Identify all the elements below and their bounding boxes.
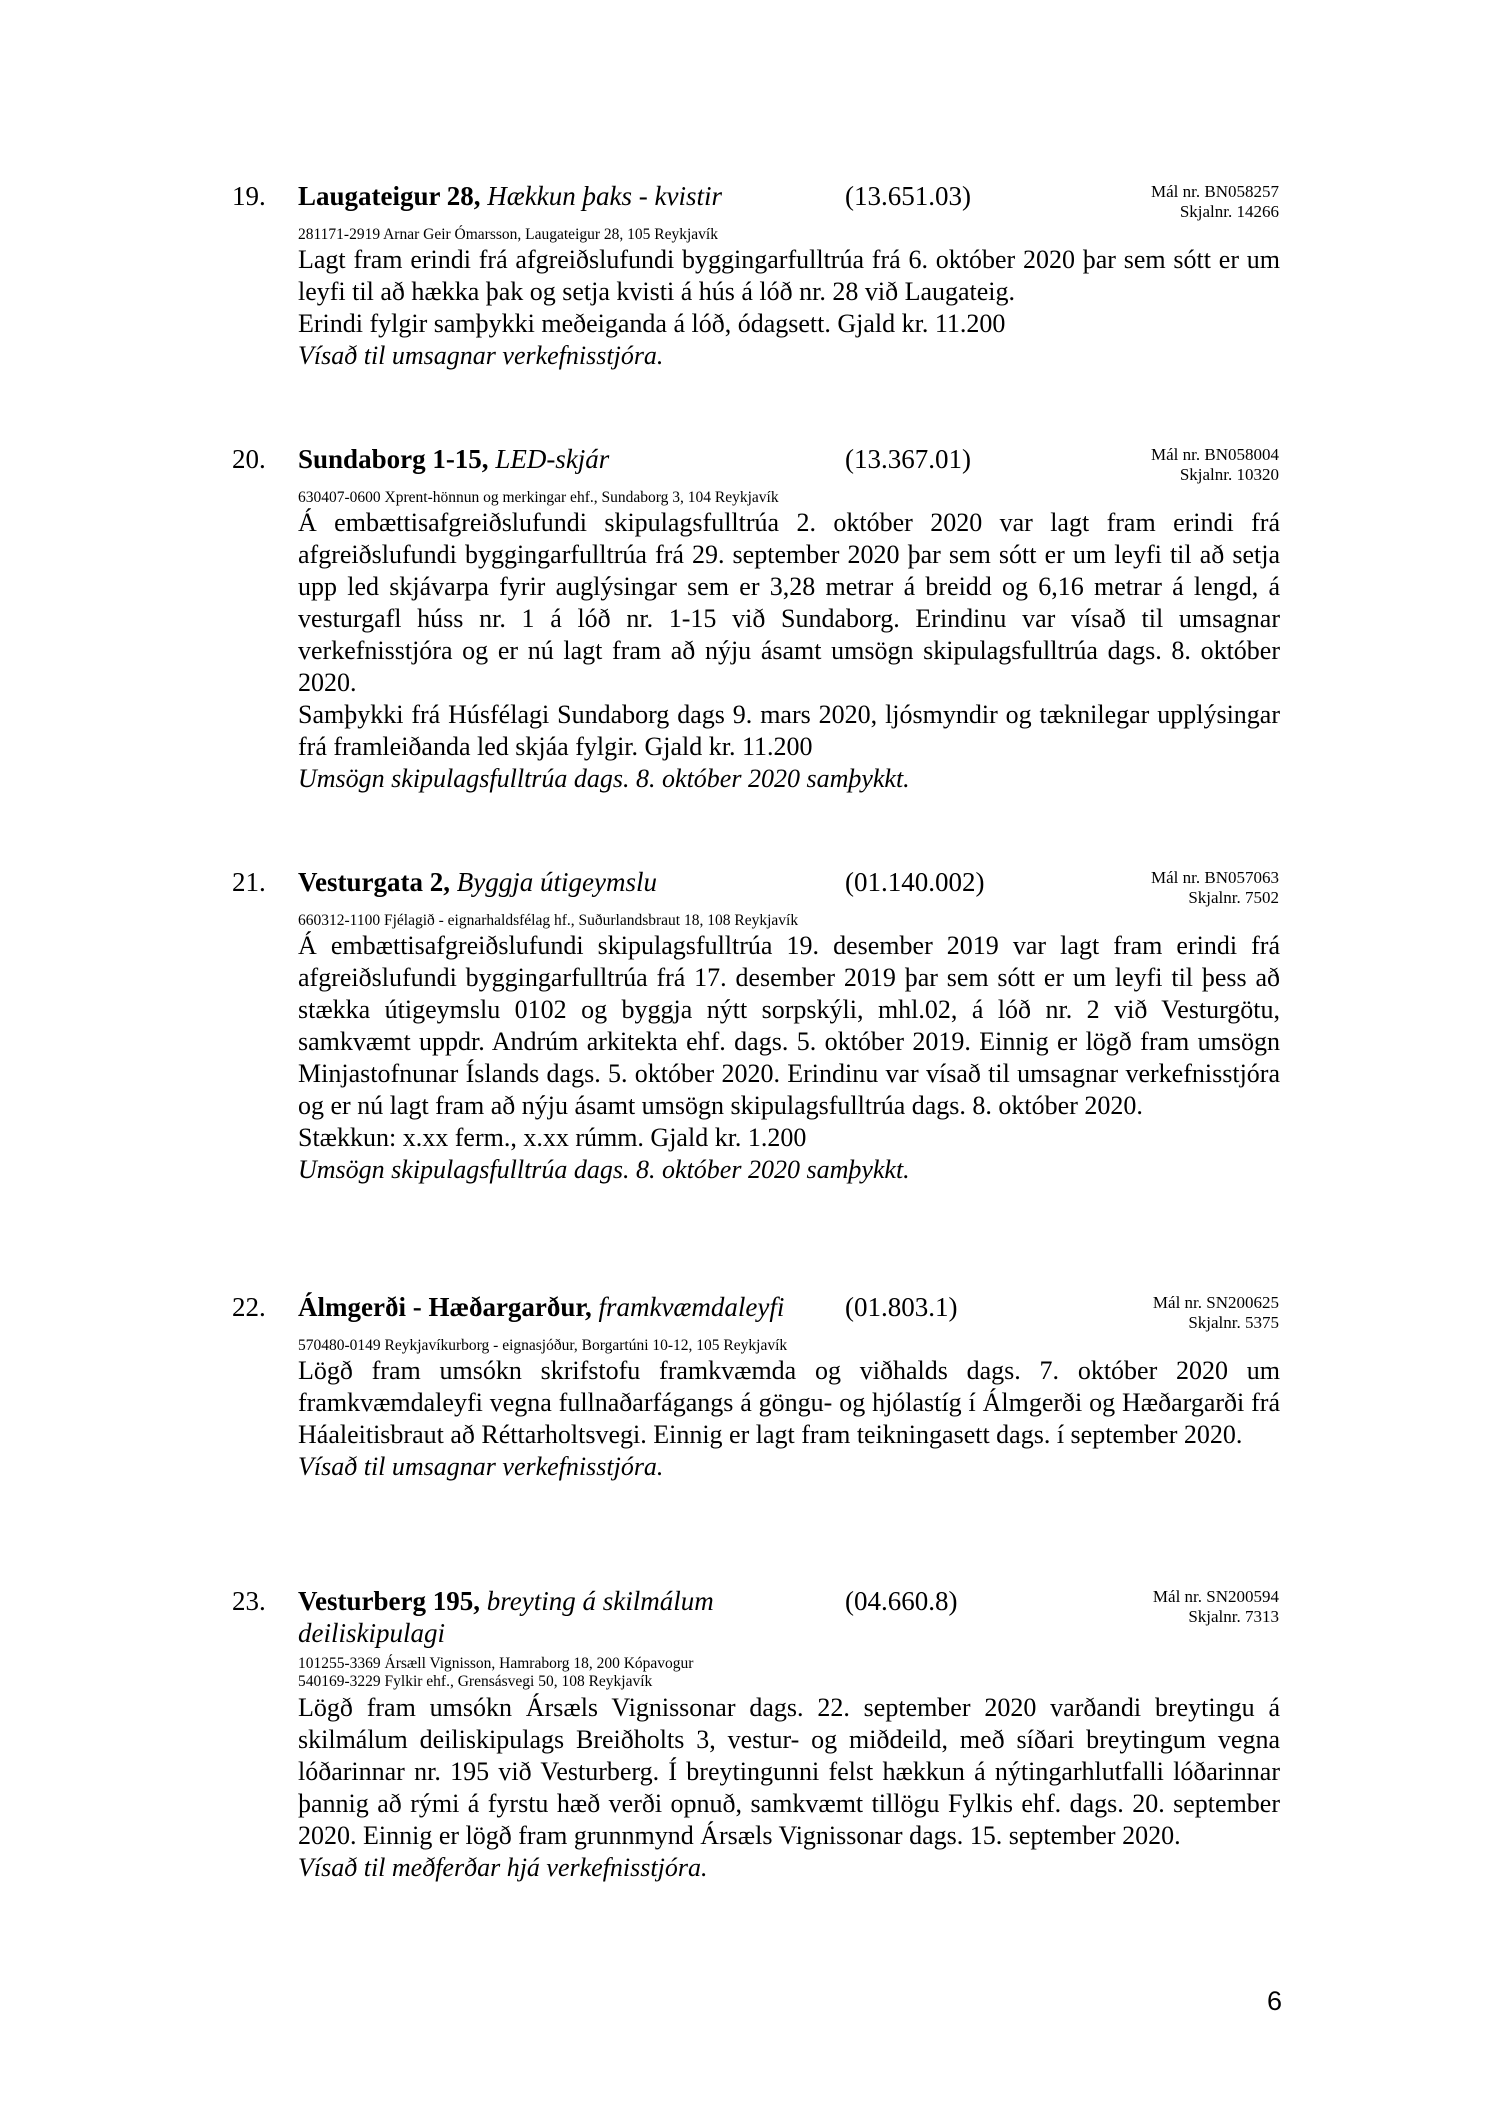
item-land-code: (04.660.8) — [845, 1586, 958, 1616]
item-subject: LED-skjár — [495, 444, 610, 474]
case-number: Mál nr. BN057063 — [1151, 868, 1279, 887]
item-number: 20. — [232, 444, 266, 474]
body-paragraph: Samþykki frá Húsfélagi Sundaborg dags 9. mars 2020, ljósmyndir og tæknilegar upplýsingar frá framleiðanda led skjáa fylgir. Gjald kr. 11.200 — [298, 700, 1280, 761]
applicant-line: 630407-0600 Xprent-hönnun og merkingar ehf., Sundaborg 3, 104 Reykjavík — [298, 489, 779, 506]
body-paragraph: Stækkun: x.xx ferm., x.xx rúmm. Gjald kr. 1.200 — [298, 1123, 807, 1152]
item-reference — [1151, 182, 1279, 222]
item-number: 19. — [232, 181, 266, 211]
body-paragraph: Á embættisafgreiðslufundi skipulagsfulltrúa 2. október 2020 var lagt fram erindi frá afgreiðslufundi byggingarfulltrúa frá 29. september 2020 þar sem sótt er um leyfi til að setja upp led skjávarpa fyrir auglýsingar sem er 3,28 metrar á breidd og 6,16 metrar á lengd, á vesturgafl húss nr. 1 á lóð nr. 1-15 við Sundaborg. Erindinu var vísað til umsagnar verkefnisstjóra og er nú lagt fram að nýju ásamt umsögn skipulagsfulltrúa dags. 8. október 2020. — [298, 508, 1280, 697]
applicant-line: 101255-3369 Ársæll Vignisson, Hamraborg 18, 200 Kópavogur — [298, 1655, 694, 1672]
item-address: Vesturgata 2, — [298, 867, 450, 897]
page-number: 6 — [1266, 1986, 1282, 2016]
case-number: Mál nr. SN200594 — [1152, 1587, 1279, 1606]
item-body — [298, 507, 1280, 795]
applicant-line: 540169-3229 Fylkir ehf., Grensásvegi 50, 108 Reykjavík — [298, 1673, 653, 1690]
item-title — [298, 1291, 818, 1323]
item-address: Vesturberg 195, — [298, 1586, 480, 1616]
item-address: Laugateigur 28, — [298, 181, 481, 211]
case-number: Mál nr. BN058257 — [1151, 182, 1279, 201]
item-applicants — [298, 226, 718, 244]
document-number: Skjalnr. 10320 — [1179, 465, 1279, 484]
document-number: Skjalnr. 7502 — [1188, 888, 1279, 907]
document-number: Skjalnr. 7313 — [1188, 1607, 1279, 1626]
item-subject: Hækkun þaks - kvistir — [487, 181, 722, 211]
item-applicants — [298, 1655, 693, 1691]
item-reference — [1153, 1587, 1279, 1627]
document-number: Skjalnr. 14266 — [1179, 202, 1279, 221]
item-reference — [1151, 868, 1279, 908]
item-applicants — [298, 912, 798, 930]
item-land-code: (13.367.01) — [845, 444, 971, 474]
body-paragraph: Erindi fylgir samþykki meðeiganda á lóð, ódagsett. Gjald kr. 11.200 — [298, 309, 1006, 338]
item-subject: Byggja útigeymslu — [456, 867, 657, 897]
item-number: 22. — [232, 1292, 266, 1322]
item-subject: breyting á skilmálum deiliskipulagi — [298, 1586, 714, 1648]
body-paragraph: Lögð fram umsókn skrifstofu framkvæmda og viðhalds dags. 7. október 2020 um framkvæmdaleyfi vegna fullnaðarfágangs á göngu- og hjólastíg í Álmgerði og Hæðargarði frá Háaleitisbraut að Réttarholtsvegi. Einnig er lagt fram teikningasett dags. í september 2020. — [298, 1356, 1280, 1449]
case-number: Mál nr. BN058004 — [1151, 445, 1279, 464]
item-subject: framkvæmdaleyfi — [598, 1292, 785, 1322]
item-body — [298, 930, 1280, 1186]
body-paragraph: Lögð fram umsókn Ársæls Vignissonar dags. 22. september 2020 varðandi breytingu á skilmálum deiliskipulags Breiðholts 3, vestur- og miðdeild, með síðari breytingum vegna lóðarinnar nr. 195 við Vesturberg. Í breytingunni felst hækkun á nýtingarhlutfalli lóðarinnar þannig að rými á fyrstu hæð verði opnuð, samkvæmt tillögu Fylkis ehf. dags. 20. september 2020. Einnig er lögð fram grunnmynd Ársæls Vignissonar dags. 15. september 2020. — [298, 1693, 1280, 1850]
item-applicants — [298, 1337, 787, 1355]
item-address: Sundaborg 1-15, — [298, 444, 489, 474]
applicant-line: 281171-2919 Arnar Geir Ómarsson, Laugateigur 28, 105 Reykjavík — [298, 226, 718, 243]
document-number: Skjalnr. 5375 — [1188, 1313, 1279, 1332]
item-land-code: (01.140.002) — [845, 867, 985, 897]
item-title — [298, 443, 818, 475]
body-paragraph: Á embættisafgreiðslufundi skipulagsfulltrúa 19. desember 2019 var lagt fram erindi frá afgreiðslufundi byggingarfulltrúa frá 17. desember 2019 þar sem sótt er um leyfi til þess að stækka útigeymslu 0102 og byggja nýtt sorpskýli, mhl.02, á lóð nr. 2 við Vesturgötu, samkvæmt uppdr. Andrúm arkitekta ehf. dags. 5. október 2019. Einnig er lögð fram umsögn Minjastofnunar Íslands dags. 5. október 2020. Erindinu var vísað til umsagnar verkefnisstjóra og er nú lagt fram að nýju ásamt umsögn skipulagsfulltrúa dags. 8. október 2020. — [298, 931, 1280, 1120]
item-title — [298, 1585, 738, 1649]
item-land-code: (01.803.1) — [845, 1292, 958, 1322]
item-number: 23. — [232, 1586, 266, 1616]
item-body — [298, 244, 1280, 372]
applicant-line: 570480-0149 Reykjavíkurborg - eignasjóður, Borgartúni 10-12, 105 Reykjavík — [298, 1337, 788, 1354]
item-body — [298, 1355, 1280, 1483]
item-verdict: Vísað til meðferðar hjá verkefnisstjóra. — [298, 1853, 708, 1882]
body-paragraph: Lagt fram erindi frá afgreiðslufundi byggingarfulltrúa frá 6. október 2020 þar sem sótt er um leyfi til að hækka þak og setja kvisti á hús á lóð nr. 28 við Laugateig. — [298, 245, 1280, 306]
item-title — [298, 866, 818, 898]
item-reference — [1151, 445, 1279, 485]
case-number: Mál nr. SN200625 — [1152, 1293, 1279, 1312]
item-verdict: Vísað til umsagnar verkefnisstjóra. — [298, 1452, 664, 1481]
applicant-line: 660312-1100 Fjélagið - eignarhaldsfélag hf., Suðurlandsbraut 18, 108 Reykjavík — [298, 912, 799, 929]
item-body — [298, 1692, 1280, 1884]
item-address: Álmgerði - Hæðargarður, — [298, 1292, 592, 1322]
item-applicants — [298, 489, 779, 507]
item-land-code: (13.651.03) — [845, 181, 971, 211]
item-reference — [1153, 1293, 1279, 1333]
item-verdict: Umsögn skipulagsfulltrúa dags. 8. október 2020 samþykkt. — [298, 1155, 910, 1184]
item-verdict: Vísað til umsagnar verkefnisstjóra. — [298, 341, 664, 370]
item-title — [298, 180, 818, 212]
item-verdict: Umsögn skipulagsfulltrúa dags. 8. október 2020 samþykkt. — [298, 764, 910, 793]
item-number: 21. — [232, 867, 266, 897]
